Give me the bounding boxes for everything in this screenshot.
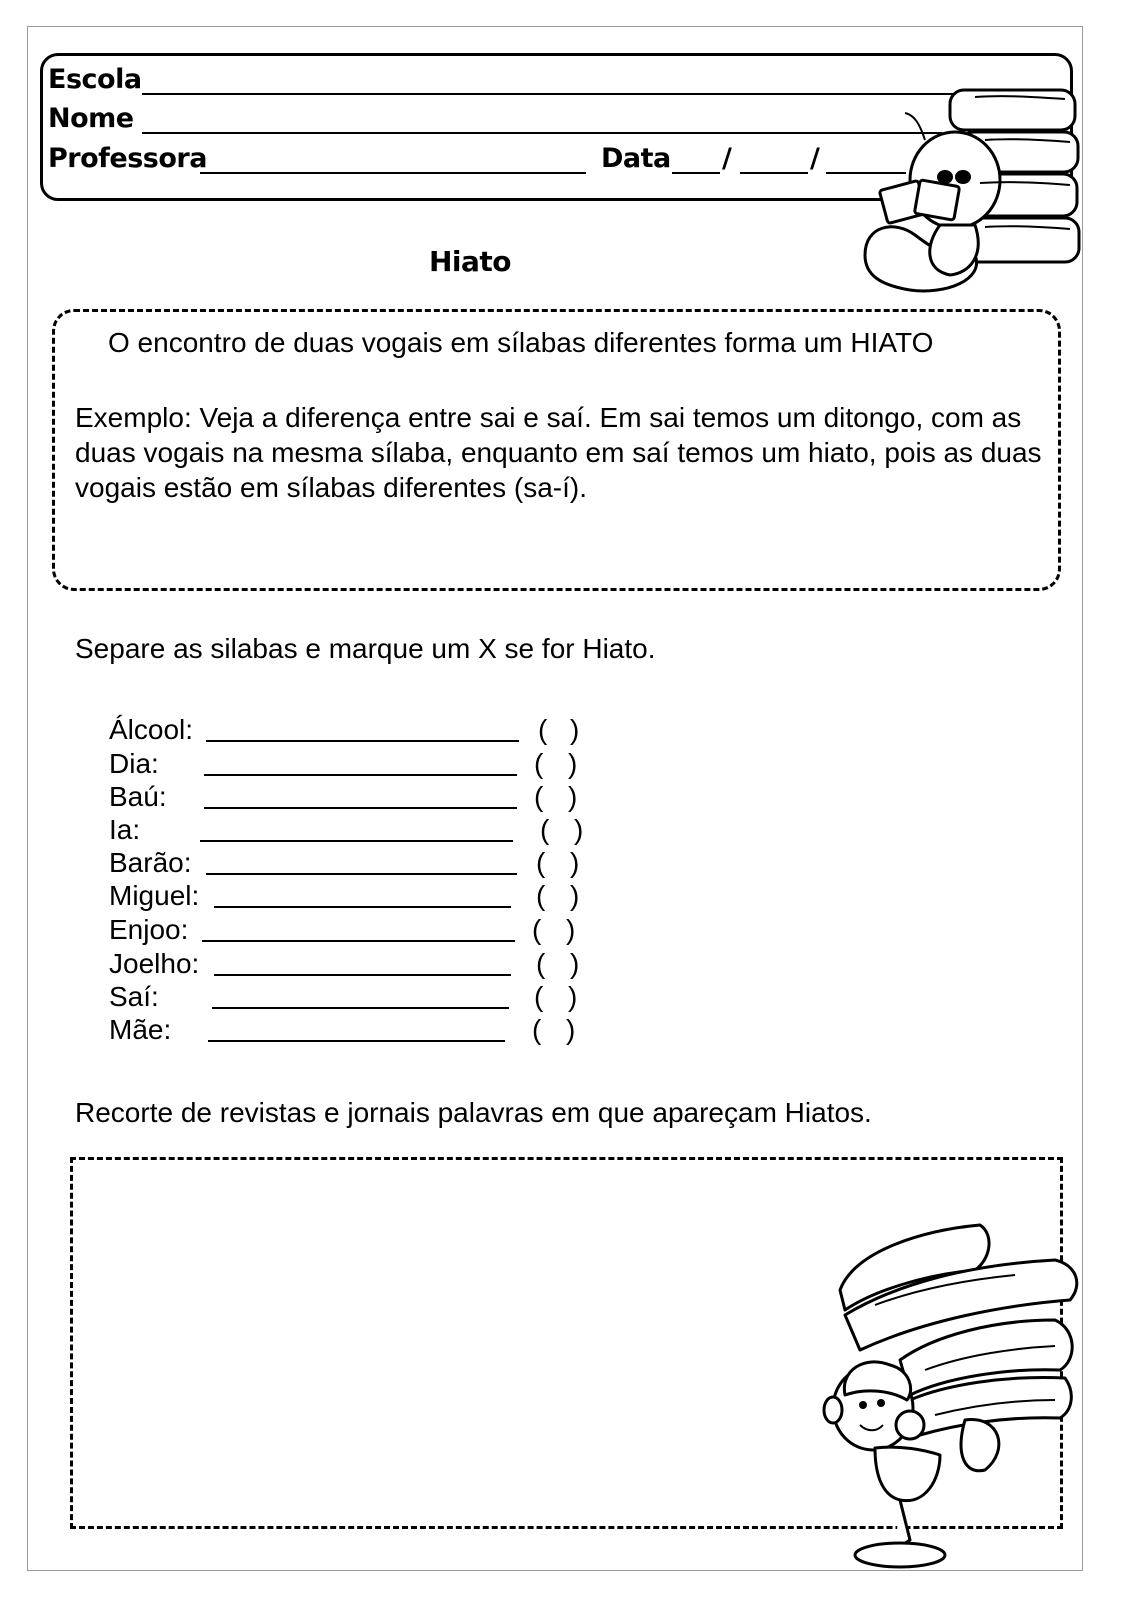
paren-close: ) bbox=[570, 714, 580, 745]
paren-close: ) bbox=[568, 781, 578, 812]
paren-close: ) bbox=[568, 981, 578, 1012]
teacher-label: Professora bbox=[48, 143, 207, 174]
date-separator: / bbox=[722, 143, 732, 174]
teacher-field-line[interactable] bbox=[200, 172, 586, 174]
answer-line[interactable] bbox=[204, 807, 517, 809]
example-text: Exemplo: Veja a diferença entre sai e saí. Em sai temos um ditongo, com as duas vogais na mesma sílaba, enquanto em saí temos um hiato, pois as duas vogais estão em sílabas diferentes (sa-í). bbox=[75, 402, 1042, 503]
word-label: Saí: bbox=[109, 981, 159, 1012]
answer-line[interactable] bbox=[204, 774, 517, 776]
answer-line[interactable] bbox=[202, 940, 515, 942]
exercise-2-instruction: Recorte de revistas e jornais palavras em que apareçam Hiatos. bbox=[75, 1097, 872, 1128]
answer-line[interactable] bbox=[212, 1007, 509, 1009]
paren-close: ) bbox=[570, 847, 580, 878]
paren-close: ) bbox=[566, 1014, 576, 1045]
answer-line[interactable] bbox=[208, 1040, 505, 1042]
word-label: Barão: bbox=[109, 847, 192, 878]
name-label: Nome bbox=[48, 103, 134, 134]
word-label: Álcool: bbox=[109, 714, 194, 745]
word-label: Mãe: bbox=[109, 1014, 172, 1045]
date-separator: / bbox=[810, 143, 820, 174]
word-label: Dia: bbox=[109, 748, 159, 779]
date-day-line[interactable] bbox=[672, 172, 720, 174]
word-label: Ia: bbox=[109, 814, 141, 845]
answer-line[interactable] bbox=[214, 906, 511, 908]
paren-open: ( bbox=[534, 748, 544, 779]
answer-line[interactable] bbox=[206, 873, 517, 875]
paren-open: ( bbox=[532, 1014, 542, 1045]
paren-close: ) bbox=[574, 814, 584, 845]
school-label: Escola bbox=[48, 64, 142, 95]
exercise-1-instruction: Separe as silabas e marque um X se for Hiato. bbox=[75, 633, 656, 664]
paren-open: ( bbox=[532, 914, 542, 945]
word-label: Miguel: bbox=[109, 880, 200, 911]
paren-close: ) bbox=[570, 948, 580, 979]
answer-line[interactable] bbox=[214, 974, 511, 976]
paren-open: ( bbox=[540, 814, 550, 845]
date-label: Data bbox=[601, 143, 671, 174]
page-title: Hiato bbox=[428, 245, 512, 278]
answer-line[interactable] bbox=[206, 740, 519, 742]
boy-carrying-books-illustration bbox=[815, 1220, 1095, 1570]
paren-close: ) bbox=[566, 914, 576, 945]
paren-open: ( bbox=[538, 714, 548, 745]
date-month-line[interactable] bbox=[740, 172, 808, 174]
paren-open: ( bbox=[534, 781, 544, 812]
school-field-line[interactable] bbox=[142, 93, 960, 95]
paren-open: ( bbox=[536, 880, 546, 911]
word-label: Enjoo: bbox=[109, 914, 189, 945]
word-label: Joelho: bbox=[109, 948, 200, 979]
paren-close: ) bbox=[568, 748, 578, 779]
paren-close: ) bbox=[570, 880, 580, 911]
answer-line[interactable] bbox=[200, 840, 513, 842]
paren-open: ( bbox=[536, 847, 546, 878]
paren-open: ( bbox=[536, 948, 546, 979]
name-field-line[interactable] bbox=[142, 132, 942, 134]
word-label: Baú: bbox=[109, 781, 167, 812]
definition-text: O encontro de duas vogais em sílabas diferentes forma um HIATO bbox=[108, 327, 934, 358]
paren-open: ( bbox=[534, 981, 544, 1012]
